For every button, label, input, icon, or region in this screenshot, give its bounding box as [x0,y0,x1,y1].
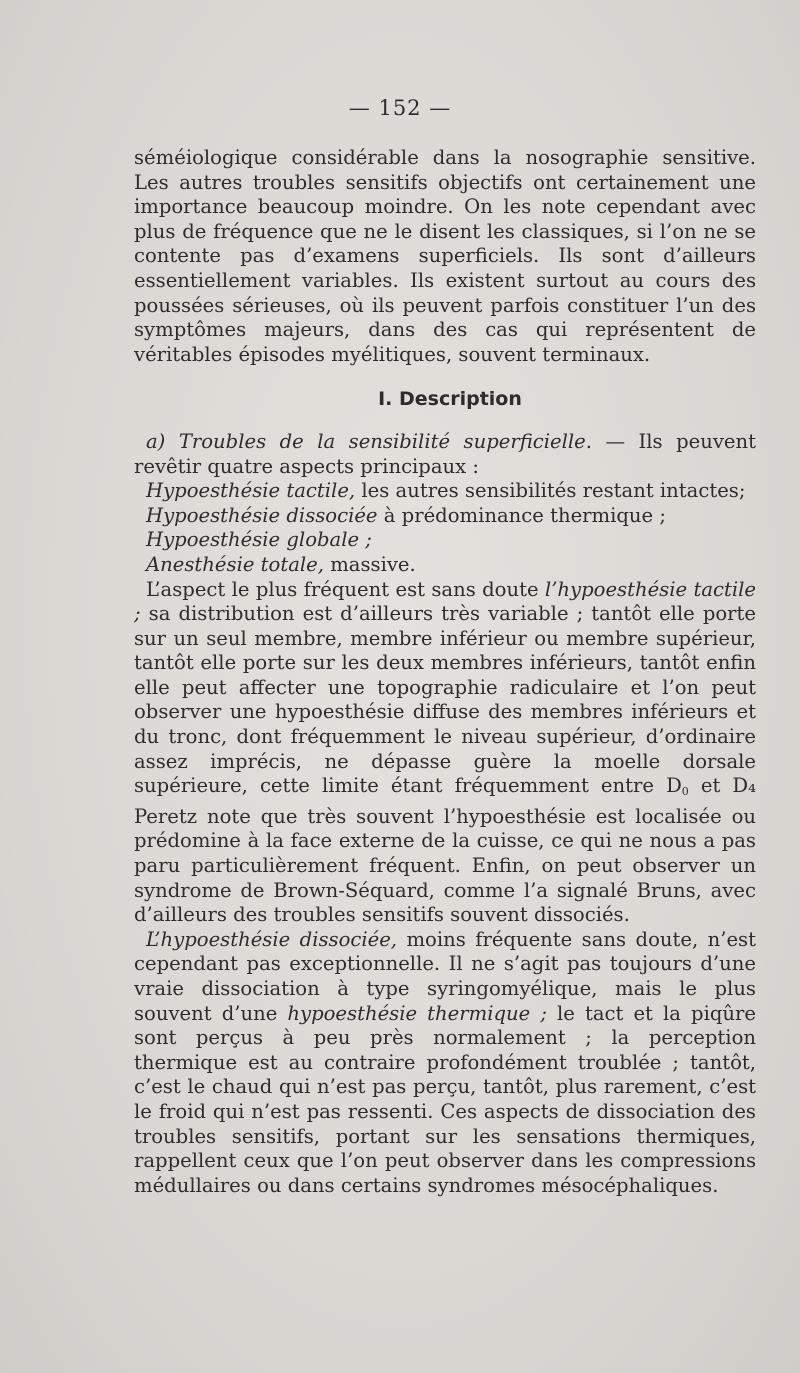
page-number: — 152 — [348,96,452,120]
paragraph-dissociee [134,928,756,1199]
text-run: L’aspect le plus fréquent est sans doute [146,577,545,601]
aspect-term: Hypoesthésie dissociée [146,503,378,527]
aspect-item [134,479,756,504]
text-run: sa distribution est d’ailleurs très variable ; tantôt elle porte sur un seul membre, membre inférieur ou membre supérieur, tantôt elle porte sur les deux membres inférieurs, tantôt enfin elle peut affecter une topographie radiculaire et l’on peut observer une hypoesthésie diffuse des membres inférieurs et du tronc, dont fréquemment le niveau supérieur, d’ordinaire assez imprécis, ne dépasse guère la moelle dorsale supérieure, cette limite étant fréquemment entre D [134,602,756,798]
subsection-label: a) [146,429,166,453]
italic-run: l’hypoesthésie tactile ; [134,577,756,626]
subsection-text: — Ils peuvent revêtir quatre aspects principaux : [134,429,756,478]
paragraph-tactile [134,578,756,928]
aspect-rest: massive. [323,552,416,576]
text-run: moins fréquente sans doute, n’est cependant pas exceptionnelle. Il ne s’agit pas toujours d’une vraie dissociation à type syringomyélique, mais le plus souvent d’une [134,927,756,1025]
section-heading: I. Description [378,388,522,411]
aspect-item [134,528,756,553]
aspect-term: Hypoesthésie globale ; [146,528,372,552]
intro-paragraph: séméiologique considérable dans la nosographie sensitive. Les autres troubles sensitifs objectifs ont certainement une importance beaucoup moindre. On les note cependant avec plus de fréquence que ne le disent les classiques, si l’on ne se contente pas d’examens superficiels. Ils sont d’ailleurs essentiellement variables. Ils existent surtout au cours des poussées sérieuses, où ils peuvent parfois constituer l’un des symptômes majeurs, dans des cas qui représentent de véritables épisodes myélitiques, souvent terminaux. [134,146,756,366]
aspect-item [134,553,756,578]
aspect-rest: les autres sensibilités restant intactes; [355,479,746,503]
body-text [134,146,756,1198]
aspect-term: Hypoesthésie tactile, [146,479,356,503]
text-run: et D₄ Peretz note que très souvent l’hypoesthésie est localisée ou prédomine à la face externe de la cuisse, ce qui ne nous a pas paru particulièrement fréquent. Enfin, on peut observer un syndrome de Brown-Séquard, comme l’a signalé Bruns, avec d’ailleurs des troubles sensitifs souvent dissociés. [134,774,756,927]
aspect-item [134,504,756,529]
aspect-rest: à prédominance thermique ; [377,503,666,527]
text-run: le tact et la piqûre sont perçus à peu près normalement ; la perception thermique est au contraire profondément troublée ; tantôt, c’est le chaud qui n’est pas perçu, tantôt, plus rarement, c’est le froid qui n’est pas ressenti. Ces aspects de dissociation des troubles sensitifs, portant sur les sensations thermiques, rappellent ceux que l’on peut observer dans les compressions médullaires ou dans certains syndromes mésocéphaliques. [134,1001,756,1197]
subsection-paragraph [134,430,756,479]
aspect-term: Anesthésie totale, [146,552,324,576]
italic-run: L’hypoesthésie dissociée, [146,927,398,951]
italic-run: hypoesthésie thermique ; [287,1001,547,1025]
subscript: 0 [681,785,689,799]
subsection-title: Troubles de la sensibilité superficielle. [178,429,592,453]
